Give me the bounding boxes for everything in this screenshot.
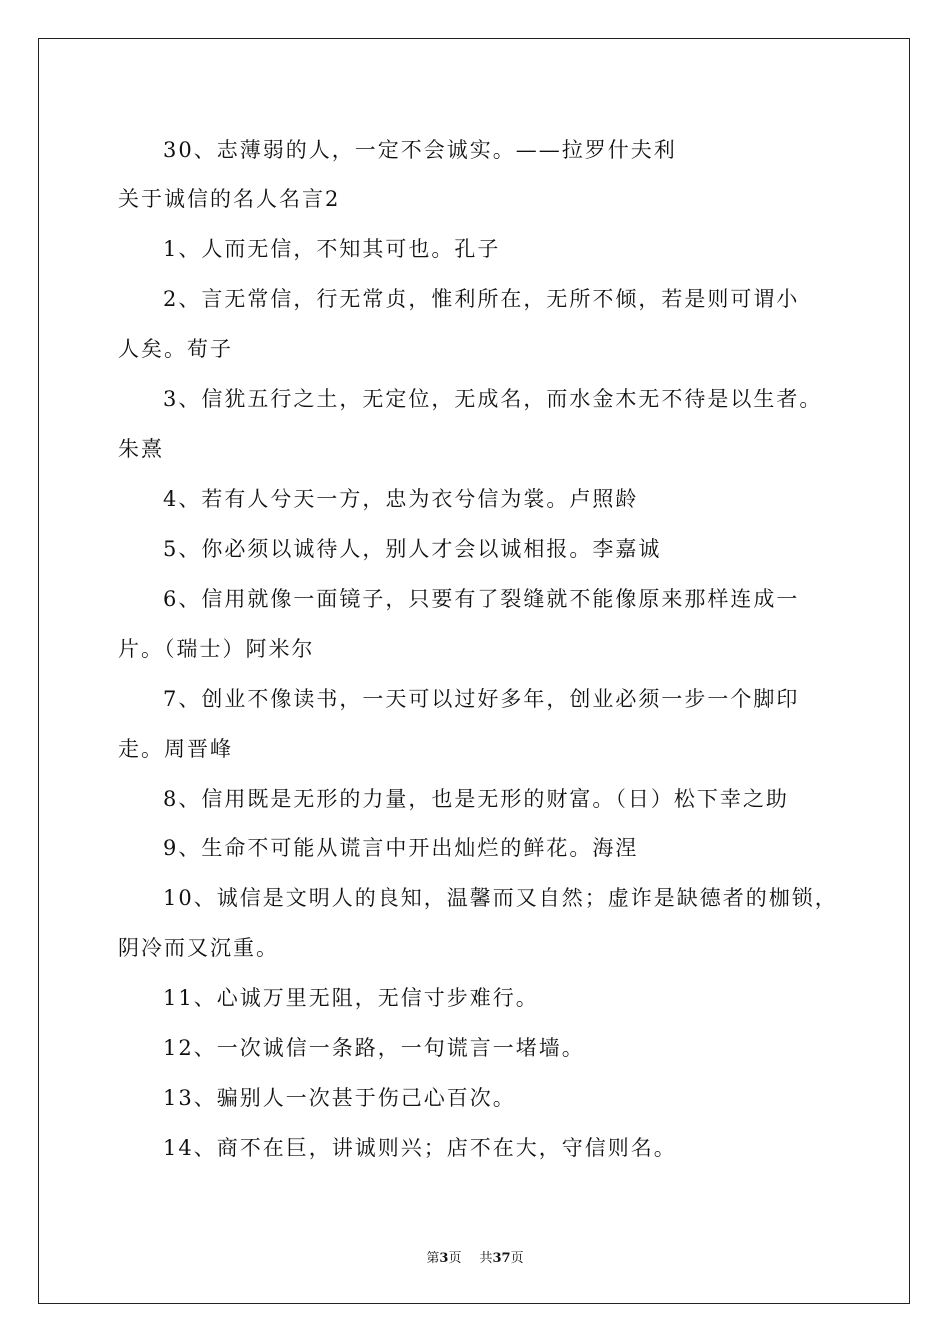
quote-line: 14、商不在巨，讲诚则兴；店不在大，守信则名。: [163, 1136, 677, 1160]
quote-line: 5、你必须以诚待人，别人才会以诚相报。李嘉诚: [163, 537, 662, 561]
quote-line: 4、若有人兮天一方，忠为衣兮信为裳。卢照龄: [163, 487, 639, 511]
total-prefix: 共: [479, 1251, 493, 1266]
quote-line: 7、创业不像读书，一天可以过好多年，创业必须一步一个脚印: [163, 687, 800, 711]
page-footer: [0, 1247, 950, 1266]
page-prefix: 第: [426, 1251, 440, 1266]
quote-line-continuation: 走。周晋峰: [118, 737, 233, 761]
total-pages: 37: [492, 1251, 511, 1266]
quote-line: 8、信用既是无形的力量，也是无形的财富。（日）松下幸之助: [163, 787, 789, 811]
quote-line: 2、言无常信，行无常贞，惟利所在，无所不倾，若是则可谓小: [163, 287, 800, 311]
quote-line-continuation: 人矣。荀子: [118, 337, 233, 361]
quote-line: 12、一次诚信一条路，一句谎言一堵墙。: [163, 1036, 585, 1060]
quote-line-continuation: 阴冷而又沉重。: [118, 936, 279, 960]
page-suffix: 页: [448, 1251, 462, 1266]
quote-line: 1、人而无信，不知其可也。孔子: [163, 237, 501, 261]
quote-line: 10、诚信是文明人的良知，温馨而又自然；虚诈是缺德者的枷锁，: [163, 886, 838, 910]
section-heading: 关于诚信的名人名言2: [118, 187, 341, 211]
quote-line: 6、信用就像一面镜子，只要有了裂缝就不能像原来那样连成一: [163, 587, 800, 611]
quote-line: 13、骗别人一次甚于伤己心百次。: [163, 1086, 516, 1110]
page-number: 3: [439, 1251, 449, 1266]
total-suffix: 页: [510, 1251, 524, 1266]
quote-line-continuation: 朱熹: [118, 437, 164, 461]
page-border: [38, 38, 910, 1304]
quote-line: 11、心诚万里无阻，无信寸步难行。: [163, 986, 539, 1010]
quote-line: 9、生命不可能从谎言中开出灿烂的鲜花。海涅: [163, 836, 639, 860]
quote-line: 3、信犹五行之土，无定位，无成名，而水金木无不待是以生者。: [163, 387, 823, 411]
quote-line-continuation: 片。（瑞士）阿米尔: [118, 637, 315, 661]
quote-line: 30、志薄弱的人，一定不会诚实。——拉罗什夫利: [163, 138, 677, 162]
